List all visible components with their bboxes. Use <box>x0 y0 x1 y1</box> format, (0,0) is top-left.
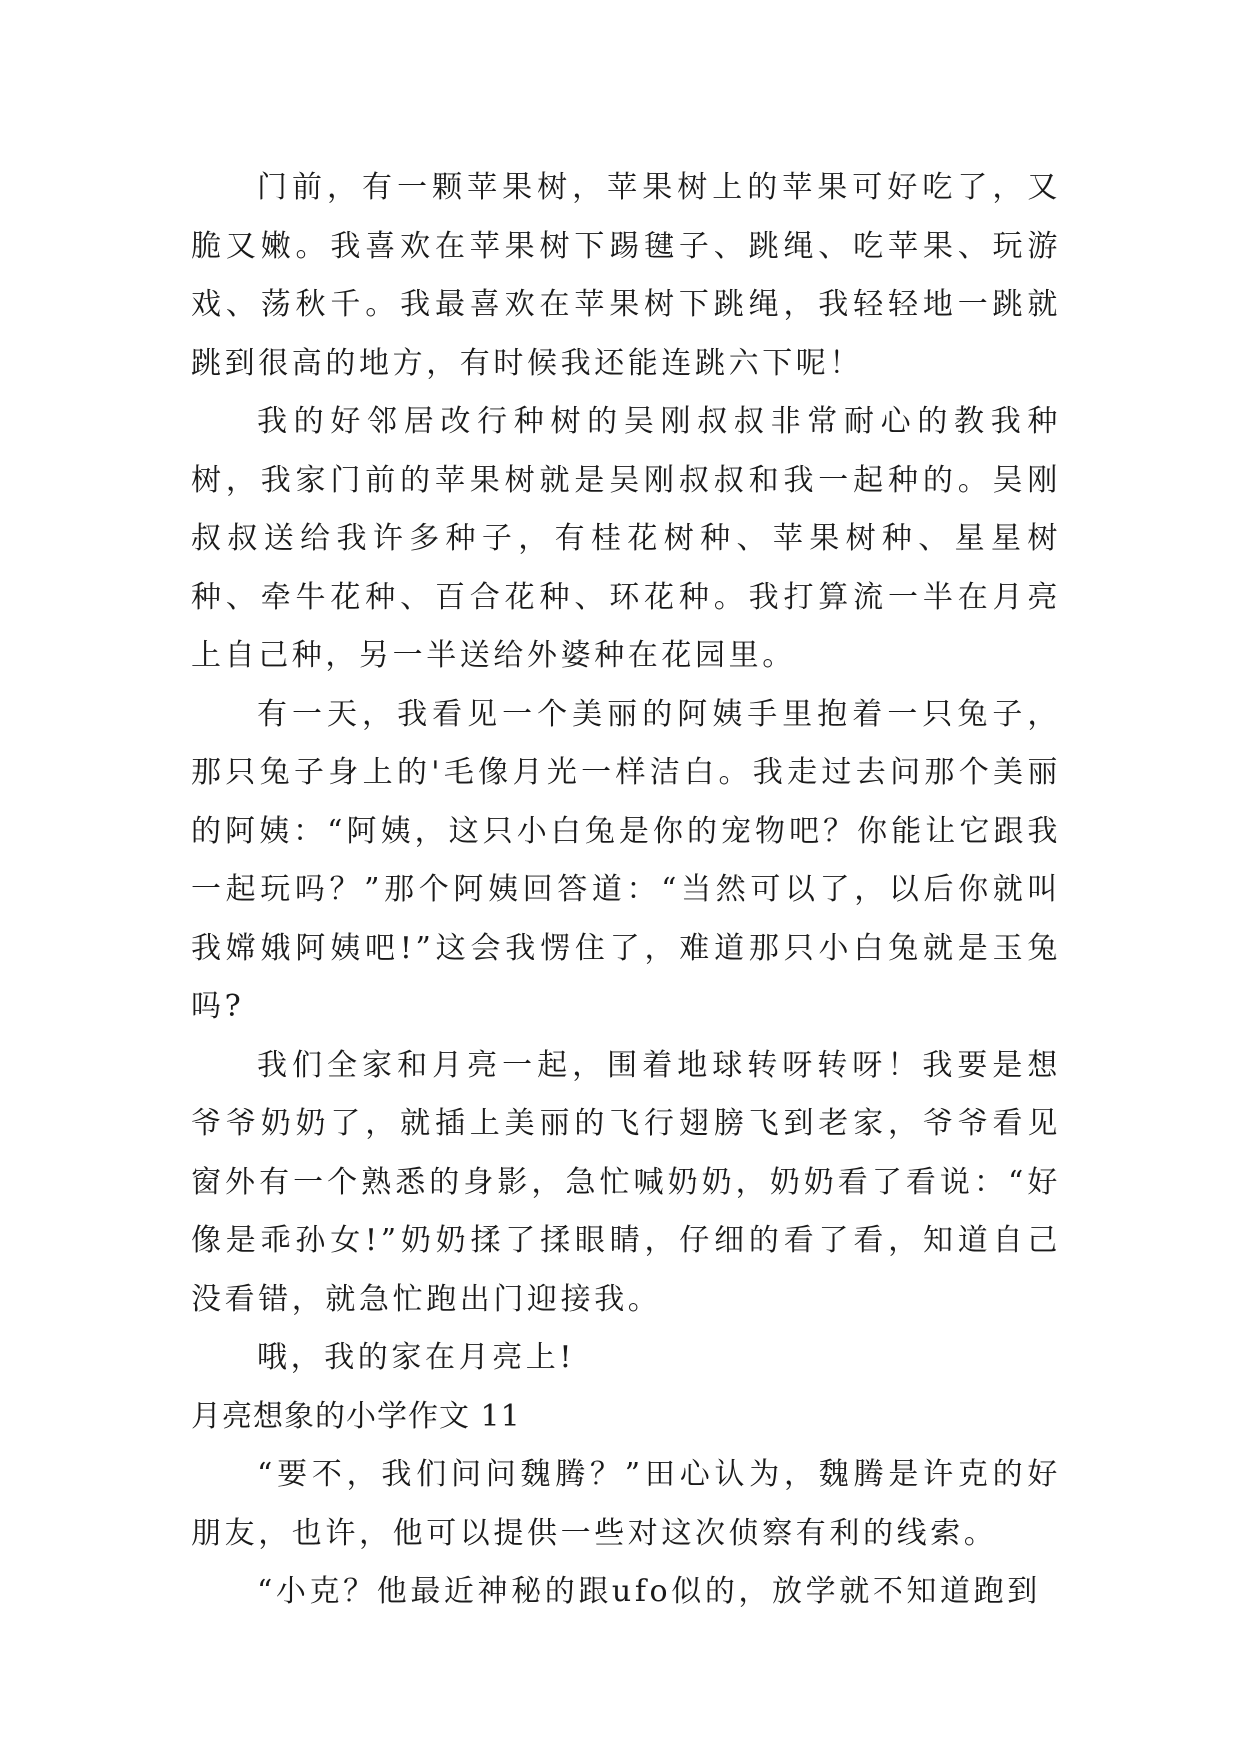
paragraph-rabbit: 有一天，我看见一个美丽的阿姨手里抱着一只兔子，那只兔子身上的'毛像月光一样洁白。我走过去问那个美丽的阿姨：“阿姨，这只小白兔是你的宠物吧？你能让它跟我一起玩吗？”那个阿姨回答道：“当然可以了，以后你就叫我嫦娥阿姨吧!”这会我愣住了，难道那只小白兔就是玉兔吗? <box>191 696 1061 1024</box>
section-heading: 月亮想象的小学作文 11 <box>191 1398 521 1434</box>
paragraph-wei-teng: “要不，我们问问魏腾？”田心认为，魏腾是许克的好朋友，也许，他可以提供一些对这次侦察有利的线索。 <box>191 1457 1061 1551</box>
paragraph-grandparents: 我们全家和月亮一起，围着地球转呀转呀！我要是想爷爷奶奶了，就插上美丽的飞行翅膀飞到老家，爷爷看见窗外有一个熟悉的身影，急忙喊奶奶，奶奶看了看说：“好像是乖孙女!”奶奶揉了揉眼睛，仔细的看了看，知道自己没看错，就急忙跑出门迎接我。 <box>191 1047 1061 1317</box>
paragraph-apple-tree: 门前，有一颗苹果树，苹果树上的苹果可好吃了，又脆又嫩。我喜欢在苹果树下踢毽子、跳绳、吃苹果、玩游戏、荡秋千。我最喜欢在苹果树下跳绳，我轻轻地一跳就跳到很高的地方，有时候我还能连跳六下呢！ <box>191 170 1061 381</box>
paragraph-closing: 哦，我的家在月亮上! <box>257 1340 576 1375</box>
article-body <box>191 159 1061 1622</box>
paragraph-xiao-ke: “小克？他最近神秘的跟ufo似的，放学就不知道跑到 <box>257 1574 1041 1609</box>
paragraph-wu-gang: 我的好邻居改行种树的吴刚叔叔非常耐心的教我种树，我家门前的苹果树就是吴刚叔叔和我一起种的。吴刚叔叔送给我许多种子，有桂花树种、苹果树种、星星树种、牵牛花种、百合花种、环花种。我打算流一半在月亮上自己种，另一半送给外婆种在花园里。 <box>191 404 1061 673</box>
